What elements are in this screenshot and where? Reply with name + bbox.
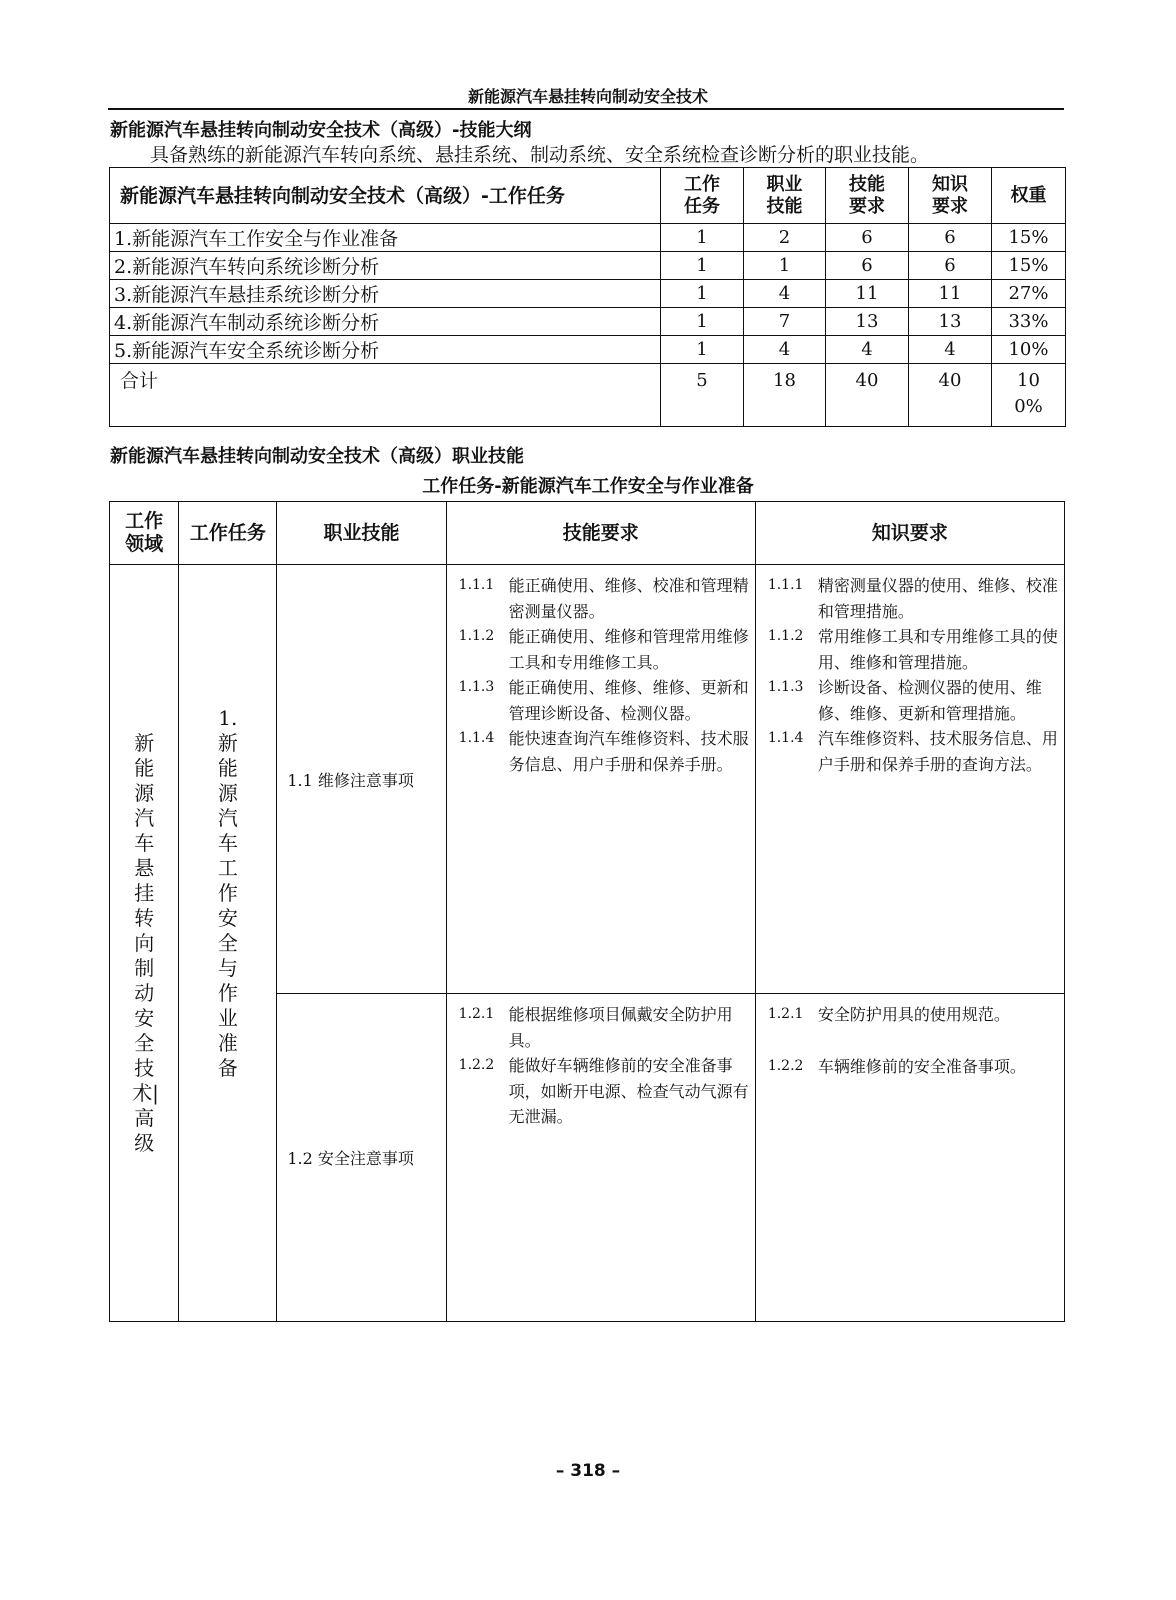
summary-weight: 10%: [992, 336, 1066, 364]
summary-work-tasks: 1: [661, 280, 744, 308]
detail-row: [110, 565, 1065, 994]
summary-work-tasks: 1: [661, 252, 744, 280]
summary-task-name: 2.新能源汽车转向系统诊断分析: [110, 252, 661, 280]
summary-header-skill-req: 技能要求: [826, 168, 909, 224]
summary-total-work-tasks: 5: [661, 364, 744, 427]
header-rule: [108, 108, 1064, 110]
requirement-number: 1.2.1: [458, 1006, 495, 1022]
summary-skills: 7: [744, 308, 826, 336]
skill-requirement-item: [459, 573, 749, 624]
summary-row: [110, 252, 1066, 280]
detail-table: [109, 501, 1065, 1322]
knowledge-requirement-item: [768, 1002, 1058, 1028]
summary-total-row: [110, 364, 1066, 427]
summary-header-work-tasks: 工作任务: [661, 168, 744, 224]
knowledge-requirements-cell: [755, 994, 1064, 1322]
summary-weight: 27%: [992, 280, 1066, 308]
detail-header-skill: 职业技能: [277, 502, 446, 565]
summary-weight: 15%: [992, 224, 1066, 252]
summary-knowledge-req: 6: [909, 252, 992, 280]
skill-requirements-cell: [446, 565, 755, 994]
summary-work-tasks: 1: [661, 308, 744, 336]
page-number: – 318 –: [555, 1461, 621, 1481]
summary-skill-req: 11: [826, 280, 909, 308]
summary-skills: 4: [744, 336, 826, 364]
summary-knowledge-req: 4: [909, 336, 992, 364]
knowledge-requirement-item: [768, 624, 1058, 675]
summary-skill-req: 4: [826, 336, 909, 364]
work-task-cell: 1.新能源汽车工作安全与作业准备: [179, 565, 277, 1322]
requirement-text: 汽车维修资料、技术服务信息、用户手册和保养手册的查询方法。: [817, 729, 1058, 774]
summary-work-tasks: 1: [661, 336, 744, 364]
skill-requirement-item: [459, 1002, 749, 1053]
requirement-number: 1.1.1: [458, 577, 495, 593]
summary-weight: 33%: [992, 308, 1066, 336]
skill-requirement-item: [459, 675, 749, 726]
skill-requirements-cell: [446, 994, 755, 1322]
summary-header-weight: 权重: [992, 168, 1066, 224]
summary-header-row: [110, 168, 1066, 224]
requirement-text: 车辆维修前的安全准备事项。: [817, 1056, 1026, 1076]
requirement-text: 精密测量仪器的使用、维修、校准和管理措施。: [817, 576, 1058, 621]
requirement-number: 1.1.4: [458, 730, 495, 746]
skills-section-title: 新能源汽车悬挂转向制动安全技术（高级）职业技能: [110, 446, 524, 467]
summary-row: [110, 336, 1066, 364]
summary-total-knowledge-req: 40: [909, 364, 992, 427]
summary-row: [110, 308, 1066, 336]
summary-skill-req: 13: [826, 308, 909, 336]
outline-intro: 具备熟练的新能源汽车转向系统、悬挂系统、制动系统、安全系统检查诊断分析的职业技能。: [150, 144, 930, 166]
summary-header-skills: 职业技能: [744, 168, 826, 224]
requirement-text: 安全防护用具的使用规范。: [817, 1005, 1010, 1024]
requirement-number: 1.1.2: [767, 628, 804, 644]
requirement-number: 1.2.2: [458, 1057, 495, 1073]
requirement-text: 常用维修工具和专用维修工具的使用、维修和管理措施。: [817, 627, 1058, 672]
summary-total-label: 合计: [110, 364, 661, 427]
summary-task-name: 4.新能源汽车制动系统诊断分析: [110, 308, 661, 336]
requirement-text: 能根据维修项目佩戴安全防护用具。: [508, 1005, 733, 1050]
summary-weight: 15%: [992, 252, 1066, 280]
requirement-text: 能做好车辆维修前的安全准备事项，如断开电源、检查气动气源有无泄漏。: [508, 1056, 749, 1126]
requirement-number: 1.1.3: [767, 679, 804, 695]
detail-header-task: 工作任务: [179, 502, 277, 565]
requirement-number: 1.1.1: [767, 577, 804, 593]
requirement-number: 1.1.4: [767, 730, 804, 746]
skill-requirement-item: [459, 726, 749, 777]
requirement-number: 1.2.2: [767, 1057, 804, 1074]
summary-header-knowledge-req: 知识要求: [909, 168, 992, 224]
summary-skills: 2: [744, 224, 826, 252]
task-subtitle: 工作任务-新能源汽车工作安全与作业准备: [422, 476, 754, 497]
requirement-number: 1.1.3: [458, 679, 495, 695]
requirement-number: 1.2.1: [767, 1006, 804, 1022]
summary-knowledge-req: 13: [909, 308, 992, 336]
summary-total-weight: 100%: [992, 364, 1066, 427]
detail-header-skill-req: 技能要求: [446, 502, 755, 565]
knowledge-requirement-item: [768, 726, 1058, 777]
summary-skills: 4: [744, 280, 826, 308]
requirement-text: 能正确使用、维修和管理常用维修工具和专用维修工具。: [508, 627, 749, 672]
knowledge-requirement-item: [768, 1054, 1058, 1080]
detail-header-domain: 工作领域: [110, 502, 179, 565]
summary-skill-req: 6: [826, 224, 909, 252]
skill-name: 1.1 维修注意事项: [277, 565, 446, 994]
detail-header-knowledge-req: 知识要求: [755, 502, 1064, 565]
summary-knowledge-req: 6: [909, 224, 992, 252]
summary-row: [110, 224, 1066, 252]
skill-requirement-item: [459, 1053, 749, 1130]
summary-skills: 1: [744, 252, 826, 280]
summary-total-skills: 18: [744, 364, 826, 427]
requirement-text: 能正确使用、维修、维修、更新和管理诊断设备、检测仪器。: [508, 678, 749, 723]
summary-table: [109, 167, 1066, 427]
summary-task-name: 1.新能源汽车工作安全与作业准备: [110, 224, 661, 252]
skill-requirement-item: [459, 624, 749, 675]
summary-row: [110, 280, 1066, 308]
requirement-number: 1.1.2: [458, 628, 495, 644]
outline-title: 新能源汽车悬挂转向制动安全技术（高级）-技能大纲: [110, 120, 532, 141]
summary-header-task: 新能源汽车悬挂转向制动安全技术（高级）-工作任务: [110, 168, 661, 224]
requirement-text: 能快速查询汽车维修资料、技术服务信息、用户手册和保养手册。: [508, 729, 749, 774]
work-domain-cell: 新能源汽车悬挂转向制动安全技术|高级: [110, 565, 179, 1322]
summary-task-name: 3.新能源汽车悬挂系统诊断分析: [110, 280, 661, 308]
summary-total-skill-req: 40: [826, 364, 909, 427]
skill-name: 1.2 安全注意事项: [277, 994, 446, 1322]
running-header: 新能源汽车悬挂转向制动安全技术: [467, 87, 708, 106]
summary-knowledge-req: 11: [909, 280, 992, 308]
requirement-text: 诊断设备、检测仪器的使用、维修、维修、更新和管理措施。: [817, 678, 1042, 723]
summary-task-name: 5.新能源汽车安全系统诊断分析: [110, 336, 661, 364]
knowledge-requirements-cell: [755, 565, 1064, 994]
requirement-text: 能正确使用、维修、校准和管理精密测量仪器。: [508, 576, 749, 621]
knowledge-requirement-item: [768, 573, 1058, 624]
knowledge-requirement-item: [768, 675, 1058, 726]
summary-skill-req: 6: [826, 252, 909, 280]
summary-work-tasks: 1: [661, 224, 744, 252]
detail-header-row: [110, 502, 1065, 565]
